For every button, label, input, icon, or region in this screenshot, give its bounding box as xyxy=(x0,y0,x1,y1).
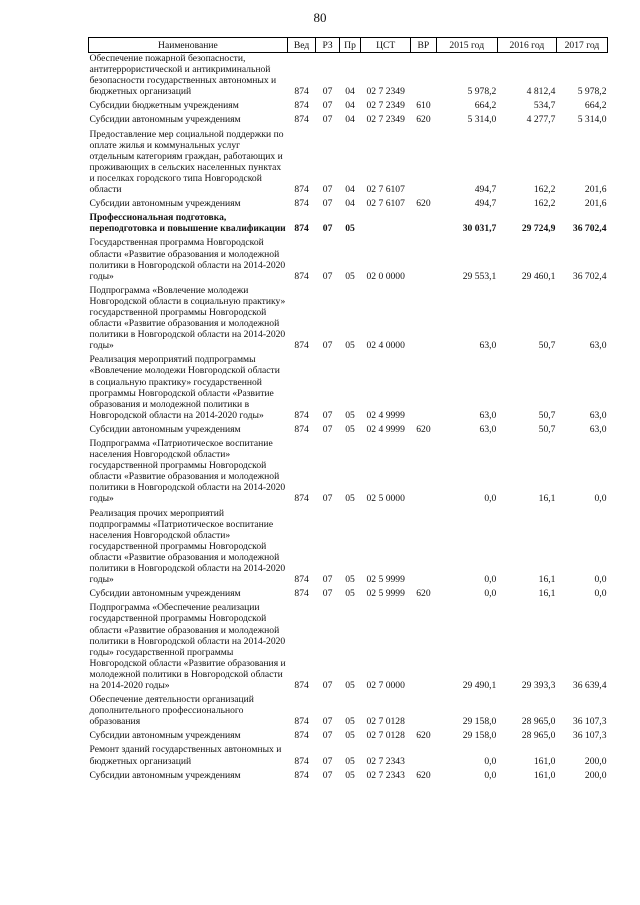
row-vr xyxy=(411,282,436,352)
row-pr: 04 xyxy=(345,198,355,210)
row-2016: 28 965,0 xyxy=(521,716,556,728)
row-2017: 5 978,2 xyxy=(577,86,607,98)
row-rz: 07 xyxy=(322,493,333,505)
table-row xyxy=(89,505,608,586)
row-rz: 07 xyxy=(322,423,333,435)
row-2017: 200,0 xyxy=(584,769,607,781)
row-2016: 161,0 xyxy=(533,769,556,781)
row-name: Обеспечение пожарной безопасности, антитеррористической и антикриминальной безопасности государственных автономных и бюджетных организаций xyxy=(89,53,277,98)
row-2016: 28 965,0 xyxy=(521,730,556,742)
row-name: Субсидии автономным учреждениям xyxy=(89,730,241,742)
row-name: Обеспечение деятельности организаций дополнительного профессионального образования xyxy=(89,694,254,728)
row-2016: 16,1 xyxy=(538,574,556,586)
row-cst: 02 7 0128 xyxy=(366,716,405,728)
row-rz: 07 xyxy=(322,574,333,586)
row-rz: 07 xyxy=(322,198,333,210)
row-2015: 5 978,2 xyxy=(467,86,497,98)
row-vr xyxy=(411,234,436,281)
row-2016: 161,0 xyxy=(533,755,556,767)
row-2016: 29 393,3 xyxy=(521,679,556,691)
row-2017: 63,0 xyxy=(589,409,607,421)
row-pr: 05 xyxy=(345,493,355,505)
table-header xyxy=(89,38,608,53)
row-ved: 874 xyxy=(294,493,309,505)
row-2015: 63,0 xyxy=(479,340,497,352)
table-row xyxy=(89,234,608,281)
row-rz: 07 xyxy=(322,409,333,421)
row-cst: 02 7 2343 xyxy=(366,769,405,781)
col-pr-header: Пр xyxy=(339,38,360,53)
row-vr: 620 xyxy=(416,114,431,126)
row-vr xyxy=(411,209,436,234)
row-cst: 02 7 2349 xyxy=(366,114,405,126)
row-ved: 874 xyxy=(294,184,309,196)
row-rz: 07 xyxy=(322,588,333,600)
row-pr: 05 xyxy=(345,340,355,352)
row-vr xyxy=(411,53,436,98)
row-pr: 05 xyxy=(345,755,355,767)
table-row xyxy=(89,195,608,209)
row-ved: 874 xyxy=(294,340,309,352)
row-cst: 02 7 2343 xyxy=(366,755,405,767)
table-row xyxy=(89,126,608,196)
row-2016: 162,2 xyxy=(533,184,556,196)
row-2017: 63,0 xyxy=(589,423,607,435)
row-rz: 07 xyxy=(322,86,333,98)
row-2016: 4 277,7 xyxy=(526,114,556,126)
row-2015: 0,0 xyxy=(484,493,497,505)
row-pr: 05 xyxy=(345,730,355,742)
row-2017: 664,2 xyxy=(584,100,607,112)
row-2016: 534,7 xyxy=(533,100,556,112)
row-2015: 664,2 xyxy=(474,100,497,112)
row-name: Реализация прочих мероприятий подпрограммы «Патриотическое воспитание населения Новгородской области» государственной программы Новгородской области «Развитие образования и молодежной политики в Новгородской области на 2014-2020 годы» xyxy=(89,507,286,586)
table-body xyxy=(89,53,608,781)
row-name: Подпрограмма «Обеспечение реализации государственной программы Новгородской области «Развитие образования и молодежной политики в Новгородской области на 2014-2020 годы» государственной программы Новгородской области «Развитие образования и молодежной политики в Новгородской области на 2014-2020 годы» xyxy=(89,602,286,691)
row-cst: 02 7 6107 xyxy=(366,198,405,210)
table-row xyxy=(89,767,608,781)
row-2016: 50,7 xyxy=(538,409,556,421)
row-vr: 620 xyxy=(416,769,431,781)
row-vr xyxy=(411,691,436,727)
row-ved: 874 xyxy=(294,755,309,767)
row-2016: 50,7 xyxy=(538,423,556,435)
row-name: Субсидии автономным учреждениям xyxy=(89,198,241,210)
row-ved: 874 xyxy=(294,223,309,235)
row-pr: 04 xyxy=(345,114,355,126)
row-2015: 0,0 xyxy=(484,574,497,586)
row-name: Реализация мероприятий подпрограммы «Вовлечение молодежи Новгородской области в социальную практику» государственной программы Новгородской области «Развитие образования и молодежной политики в Новгородской области на 2014-2020 годы» xyxy=(89,354,280,421)
row-cst: 02 4 9999 xyxy=(366,423,405,435)
table-row xyxy=(89,111,608,125)
row-2015: 29 158,0 xyxy=(462,716,497,728)
table-row xyxy=(89,727,608,741)
row-cst: 02 7 2349 xyxy=(366,100,405,112)
table-row xyxy=(89,282,608,352)
row-ved: 874 xyxy=(294,198,309,210)
row-ved: 874 xyxy=(294,270,309,282)
row-ved: 874 xyxy=(294,769,309,781)
row-cst: 02 5 0000 xyxy=(366,493,405,505)
row-cst: 02 7 0000 xyxy=(366,679,405,691)
row-2015: 30 031,7 xyxy=(462,223,497,235)
row-pr: 05 xyxy=(345,769,355,781)
row-rz: 07 xyxy=(322,769,333,781)
row-rz: 07 xyxy=(322,114,333,126)
row-rz: 07 xyxy=(322,716,333,728)
table-row xyxy=(89,691,608,727)
row-pr: 05 xyxy=(345,588,355,600)
row-2017: 36 639,4 xyxy=(572,679,607,691)
row-cst: 02 7 0128 xyxy=(366,730,405,742)
row-2016: 50,7 xyxy=(538,340,556,352)
table-row xyxy=(89,421,608,435)
row-ved: 874 xyxy=(294,679,309,691)
row-pr: 05 xyxy=(345,223,355,235)
row-2017: 36 702,4 xyxy=(572,223,607,235)
table-row xyxy=(89,585,608,599)
row-pr: 05 xyxy=(345,409,355,421)
row-vr xyxy=(411,435,436,505)
row-ved: 874 xyxy=(294,423,309,435)
row-name: Субсидии автономным учреждениям xyxy=(89,114,241,126)
row-2017: 0,0 xyxy=(594,588,607,600)
row-rz: 07 xyxy=(322,340,333,352)
row-vr: 610 xyxy=(416,100,431,112)
row-2017: 201,6 xyxy=(584,198,607,210)
col-name-header: Наименование xyxy=(89,38,288,53)
row-2015: 5 314,0 xyxy=(467,114,497,126)
table-row xyxy=(89,351,608,421)
row-ved: 874 xyxy=(294,574,309,586)
col-2017-header: 2017 год xyxy=(556,38,607,53)
row-2015: 0,0 xyxy=(484,588,497,600)
row-ved: 874 xyxy=(294,86,309,98)
row-cst: 02 4 0000 xyxy=(366,340,405,352)
row-cst xyxy=(361,209,411,234)
row-2015: 29 553,1 xyxy=(462,270,497,282)
row-pr: 05 xyxy=(345,574,355,586)
row-ved: 874 xyxy=(294,409,309,421)
col-2016-header: 2016 год xyxy=(497,38,556,53)
row-rz: 07 xyxy=(322,730,333,742)
col-2015-header: 2015 год xyxy=(436,38,497,53)
row-2016: 16,1 xyxy=(538,493,556,505)
row-2017: 36 107,3 xyxy=(572,716,607,728)
row-2017: 0,0 xyxy=(594,493,607,505)
row-cst: 02 7 6107 xyxy=(366,184,405,196)
row-rz: 07 xyxy=(322,184,333,196)
row-rz: 07 xyxy=(322,223,333,235)
row-pr: 04 xyxy=(345,100,355,112)
row-vr xyxy=(411,741,436,766)
row-2016: 162,2 xyxy=(533,198,556,210)
row-vr: 620 xyxy=(416,423,431,435)
row-ved: 874 xyxy=(294,114,309,126)
row-rz: 07 xyxy=(322,679,333,691)
row-rz: 07 xyxy=(322,270,333,282)
row-2017: 201,6 xyxy=(584,184,607,196)
row-name: Профессиональная подготовка, переподготовка и повышение квалификации xyxy=(89,212,286,235)
row-cst: 02 4 9999 xyxy=(366,409,405,421)
row-rz: 07 xyxy=(322,755,333,767)
row-vr xyxy=(411,126,436,196)
row-vr xyxy=(411,505,436,586)
row-2015: 494,7 xyxy=(474,184,497,196)
row-2015: 63,0 xyxy=(479,423,497,435)
row-2016: 29 460,1 xyxy=(521,270,556,282)
row-pr: 05 xyxy=(345,423,355,435)
row-2017: 63,0 xyxy=(589,340,607,352)
row-2017: 36 107,3 xyxy=(572,730,607,742)
row-2015: 29 158,0 xyxy=(462,730,497,742)
row-2015: 63,0 xyxy=(479,409,497,421)
row-name: Подпрограмма «Патриотическое воспитание населения Новгородской области» государственной программы Новгородской области «Развитие образования и молодежной политики в Новгородской области на 2014-2020 годы» xyxy=(89,438,286,505)
row-2016: 4 812,4 xyxy=(526,86,556,98)
row-2016: 16,1 xyxy=(538,588,556,600)
row-ved: 874 xyxy=(294,730,309,742)
row-cst: 02 0 0000 xyxy=(366,270,405,282)
row-2015: 0,0 xyxy=(484,755,497,767)
row-ved: 874 xyxy=(294,100,309,112)
row-2017: 36 702,4 xyxy=(572,270,607,282)
row-2017: 200,0 xyxy=(584,755,607,767)
row-2015: 0,0 xyxy=(484,769,497,781)
table-row xyxy=(89,53,608,98)
table-row xyxy=(89,209,608,234)
row-vr: 620 xyxy=(416,730,431,742)
row-pr: 05 xyxy=(345,679,355,691)
row-ved: 874 xyxy=(294,588,309,600)
row-pr: 05 xyxy=(345,270,355,282)
row-rz: 07 xyxy=(322,100,333,112)
table-row xyxy=(89,741,608,766)
row-cst: 02 5 9999 xyxy=(366,588,405,600)
row-name: Государственная программа Новгородской области «Развитие образования и молодежной политики в Новгородской области на 2014-2020 годы» xyxy=(89,237,286,282)
row-name: Субсидии автономным учреждениям xyxy=(89,769,241,781)
col-rz-header: РЗ xyxy=(316,38,339,53)
row-2017: 5 314,0 xyxy=(577,114,607,126)
col-ved-header: Вед xyxy=(287,38,316,53)
row-vr: 620 xyxy=(416,588,431,600)
row-2016: 29 724,9 xyxy=(521,223,556,235)
row-name: Предоставление мер социальной поддержки по оплате жилья и коммунальных услуг отдельным категориям граждан, работающих и проживающих в сельских населенных пунктах и поселках городского типа Новгородской области xyxy=(89,128,284,196)
row-name: Субсидии автономным учреждениям xyxy=(89,588,241,600)
col-vr-header: ВР xyxy=(411,38,436,53)
row-name: Субсидии автономным учреждениям xyxy=(89,423,241,435)
row-vr xyxy=(411,599,436,691)
row-name: Субсидии бюджетным учреждениям xyxy=(89,100,239,112)
row-vr xyxy=(411,351,436,421)
row-cst: 02 5 9999 xyxy=(366,574,405,586)
table-row xyxy=(89,599,608,691)
row-ved: 874 xyxy=(294,716,309,728)
row-pr: 04 xyxy=(345,184,355,196)
table-row xyxy=(89,97,608,111)
row-pr: 05 xyxy=(345,716,355,728)
row-2015: 29 490,1 xyxy=(462,679,497,691)
row-name: Ремонт зданий государственных автономных и бюджетных организаций xyxy=(89,744,282,767)
row-vr: 620 xyxy=(416,198,431,210)
row-pr: 04 xyxy=(345,86,355,98)
row-cst: 02 7 2349 xyxy=(366,86,405,98)
row-2015: 494,7 xyxy=(474,198,497,210)
table-row xyxy=(89,435,608,505)
col-cst-header: ЦСТ xyxy=(361,38,411,53)
page-number: 80 xyxy=(313,10,327,25)
row-2017: 0,0 xyxy=(594,574,607,586)
budget-table xyxy=(88,37,608,781)
row-name: Подпрограмма «Вовлечение молодежи Новгородской области в социальную практику» государственной программы Новгородской области «Развитие образования и молодежной политики в Новгородской области на 2014-2020 годы» xyxy=(89,284,286,352)
